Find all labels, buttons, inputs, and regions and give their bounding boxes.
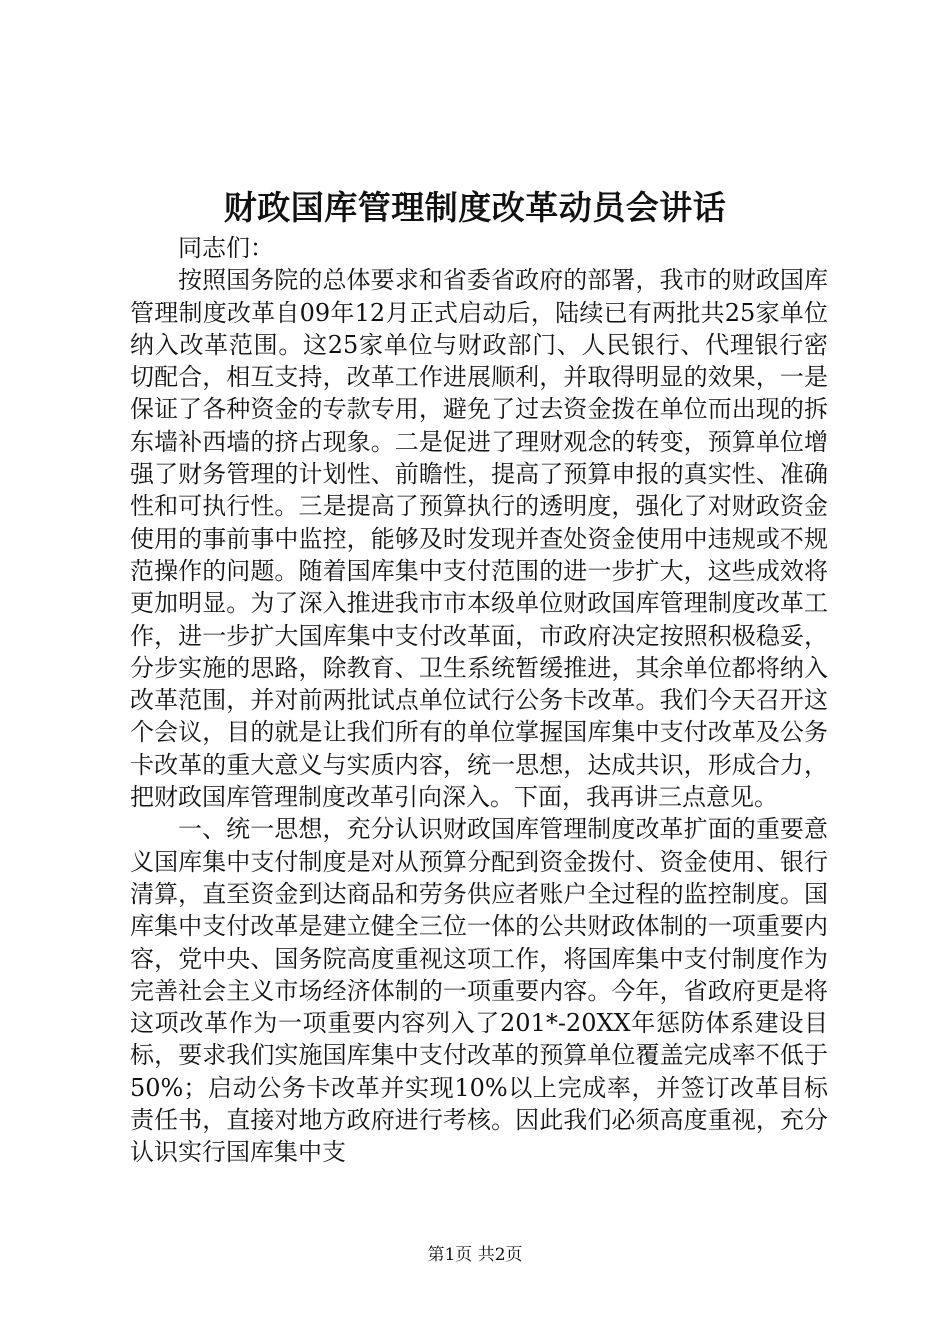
salutation: 同志们： xyxy=(178,234,274,262)
document-title: 财政国库管理制度改革动员会讲话 xyxy=(223,188,727,227)
paragraph-2: 一、统一思想，充分认识财政国库管理制度改革扩面的重要意义国库集中支付制度是对从预算分配到资金拨付、资金使用、银行清算，直至资金到达商品和劳务供应者账户全过程的监控制度。国库集中支付改革是建立健全三位一体的公共财政体制的一项重要内容，党中央、国务院高度重视这项工作，将国库集中支付制度作为完善社会主义市场经济体制的一项重要内容。今年，省政府更是将这项改革作为一项重要内容列入了201*-20XX年惩防体系建设目标，要求我们实施国库集中支付改革的预算单位覆盖完成率不低于50%；启动公务卡改革并实现10%以上完成率，并签订改革目标责任书，直接对地方政府进行考核。因此我们必须高度重视，充分认识实行国库集中支 xyxy=(130,815,828,1167)
paragraph-1: 按照国务院的总体要求和省委省政府的部署，我市的财政国库管理制度改革自09年12月正式启动后，陆续已有两批共25家单位纳入改革范围。这25家单位与财政部门、人民银行、代理银行密切配合，相互支持，改革工作进展顺利，并取得明显的效果，一是保证了各种资金的专款专用，避免了过去资金拨在单位而出现的拆东墙补西墙的挤占现象。二是促进了理财观念的转变，预算单位增强了财务管理的计划性、前瞻性，提高了预算申报的真实性、准确性和可执行性。三是提高了预算执行的透明度，强化了对财政资金使用的事前事中监控，能够及时发现并查处资金使用中违规或不规范操作的问题。随着国库集中支付范围的进一步扩大，这些成效将更加明显。为了深入推进我市市本级单位财政国库管理制度改革工作，进一步扩大国库集中支付改革面，市政府决定按照积极稳妥，分步实施的思路，除教育、卫生系统暂缓推进，其余单位都将纳入改革范围，并对前两批试点单位试行公务卡改革。我们今天召开这个会议，目的就是让我们所有的单位掌握国库集中支付改革及公务卡改革的重大意义与实质内容，统一思想，达成共识，形成合力，把财政国库管理制度改革引向深入。下面，我再讲三点意见。 xyxy=(130,266,828,812)
document-body xyxy=(130,232,828,1169)
page-footer: 第1页 共2页 xyxy=(427,1245,523,1265)
